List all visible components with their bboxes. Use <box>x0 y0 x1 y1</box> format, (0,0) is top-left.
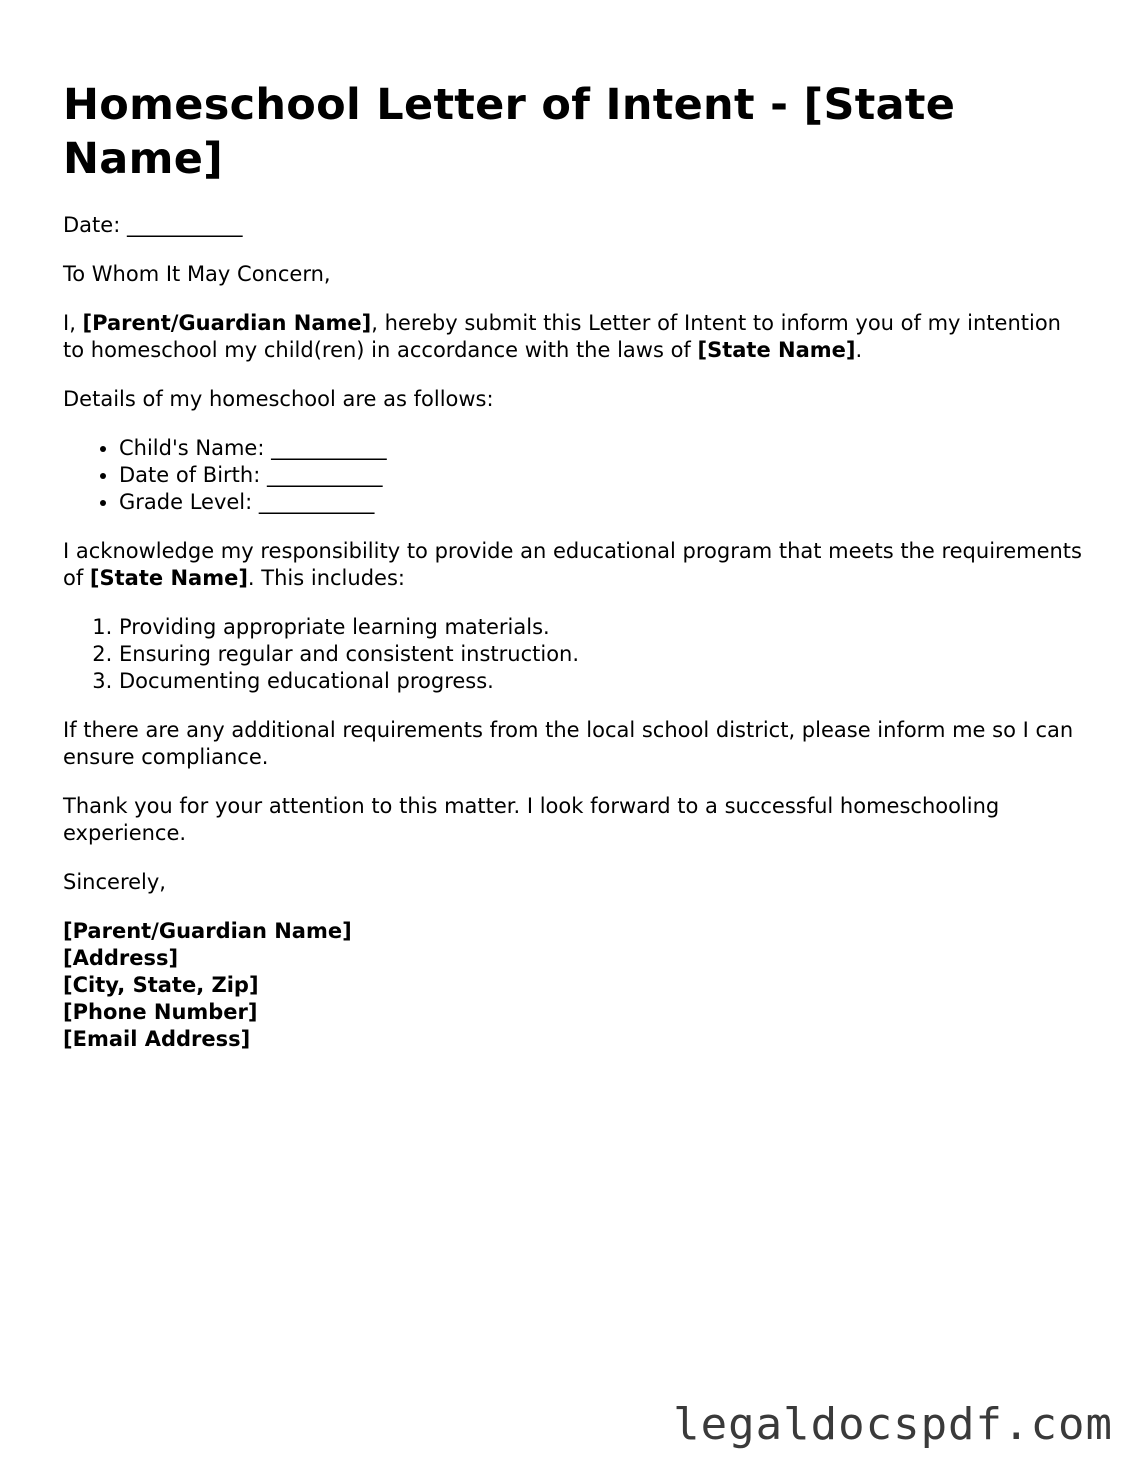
letter-document <box>63 78 1083 1053</box>
list-item-grade-level: • Grade Level: ___________ <box>119 489 1083 516</box>
date-line: Date: ___________ <box>63 213 243 237</box>
acknowledge-paragraph <box>63 538 1083 592</box>
details-list <box>63 435 1083 516</box>
list-item-date-of-birth: • Date of Birth: ___________ <box>119 462 1083 489</box>
signature-email: [Email Address] <box>63 1027 251 1051</box>
signature-address: [Address] <box>63 946 179 970</box>
signature-phone: [Phone Number] <box>63 1000 258 1024</box>
salutation: To Whom It May Concern, <box>63 262 331 286</box>
intro-paragraph <box>63 310 1083 364</box>
acknowledge-text-1: I acknowledge my responsibility to provide an educational program that meets the requirements of <box>63 539 1082 590</box>
list-item-progress: 3. Documenting educational progress. <box>119 668 1083 695</box>
additional-paragraph: If there are any additional requirements from the local school district, please inform me so I can ensure compliance. <box>63 718 1074 769</box>
list-item-instruction: 2. Ensuring regular and consistent instruction. <box>119 641 1083 668</box>
list-item-materials: 1. Providing appropriate learning materials. <box>119 614 1083 641</box>
watermark-text: legaldocspdf.com <box>673 1399 1113 1450</box>
signature-city-state-zip: [City, State, Zip] <box>63 973 259 997</box>
signature-block <box>63 918 1083 1053</box>
includes-list <box>63 614 1083 695</box>
details-heading: Details of my homeschool are as follows: <box>63 387 494 411</box>
intro-parent-name: [Parent/Guardian Name] <box>82 311 372 335</box>
closing: Sincerely, <box>63 870 166 894</box>
thanks-paragraph: Thank you for your attention to this matter. I look forward to a successful homeschooling experience. <box>63 794 1000 845</box>
intro-text-1: I, <box>63 311 83 335</box>
intro-text-3: . <box>855 338 863 362</box>
list-item-child-name: • Child's Name: ___________ <box>119 435 1083 462</box>
signature-name: [Parent/Guardian Name] <box>63 919 352 943</box>
intro-state-name: [State Name] <box>697 338 856 362</box>
acknowledge-text-2: . This includes: <box>247 566 405 590</box>
page-title: Homeschool Letter of Intent - [State Name] <box>63 80 956 184</box>
intro-text-2: , hereby submit this Letter of Intent to inform you of my intention to homeschool my child(ren) in accordance with the laws of <box>63 311 1061 362</box>
acknowledge-state-name: [State Name] <box>89 566 248 590</box>
